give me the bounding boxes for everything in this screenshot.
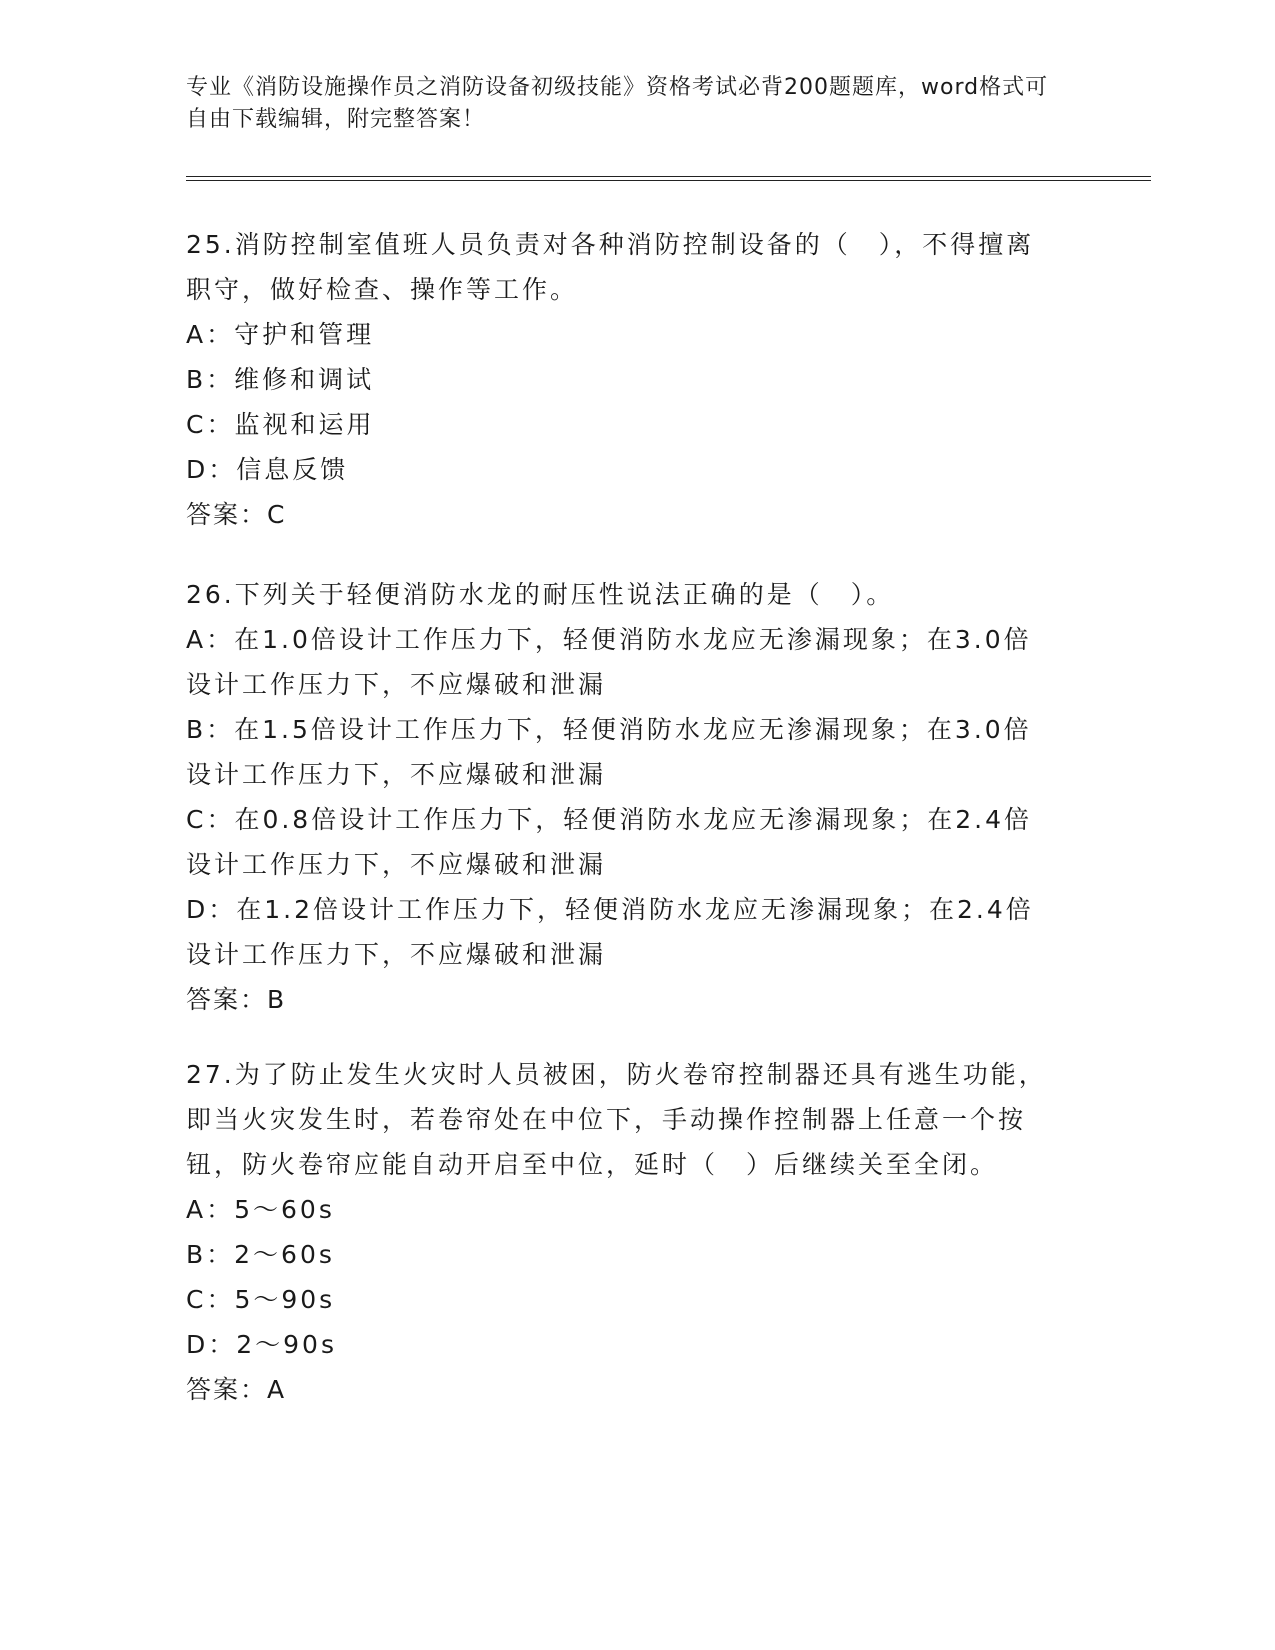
answer-option-line: D：2～90s xyxy=(186,1330,337,1359)
answer-option-line: C：在0.8倍设计工作压力下，轻便消防水龙应无渗漏现象；在2.4倍 xyxy=(186,805,1032,834)
answer-option-line: 设计工作压力下，不应爆破和泄漏 xyxy=(186,850,607,879)
answer-option-line: C：监视和运用 xyxy=(186,410,375,439)
answer-option-line: 设计工作压力下，不应爆破和泄漏 xyxy=(186,940,607,969)
document-header: 专业《消防设施操作员之消防设备初级技能》资格考试必背200题题库，word格式可自由下载编辑，附完整答案！ xyxy=(186,75,1049,132)
question-block xyxy=(186,572,1066,1022)
question-stem-line: 职守，做好检查、操作等工作。 xyxy=(186,275,579,304)
question-block xyxy=(186,1052,1066,1412)
answer-option-line: B：2～60s xyxy=(186,1240,335,1269)
answer-option-line: D：信息反馈 xyxy=(186,455,349,484)
header-divider xyxy=(186,176,1151,181)
question-stem-line: 25.消防控制室值班人员负责对各种消防控制设备的（ ），不得擅离 xyxy=(186,230,1035,259)
answer-key: 答案：B xyxy=(186,985,287,1014)
answer-key: 答案：C xyxy=(186,500,287,529)
answer-option-line: D：在1.2倍设计工作压力下，轻便消防水龙应无渗漏现象；在2.4倍 xyxy=(186,895,1034,924)
answer-option-line: 设计工作压力下，不应爆破和泄漏 xyxy=(186,760,607,789)
answer-option-line: B：维修和调试 xyxy=(186,365,375,394)
question-stem-line: 即当火灾发生时，若卷帘处在中位下，手动操作控制器上任意一个按 xyxy=(186,1105,1027,1134)
document-page xyxy=(186,72,1146,181)
answer-option-line: 设计工作压力下，不应爆破和泄漏 xyxy=(186,670,607,699)
answer-key: 答案：A xyxy=(186,1375,287,1404)
answer-option-line: A：5～60s xyxy=(186,1195,335,1224)
question-stem-line: 钮，防火卷帘应能自动开启至中位，延时（ ）后继续关至全闭。 xyxy=(186,1150,999,1179)
answer-option-line: A：在1.0倍设计工作压力下，轻便消防水龙应无渗漏现象；在3.0倍 xyxy=(186,625,1032,654)
question-stem-line: 27.为了防止发生火灾时人员被困，防火卷帘控制器还具有逃生功能， xyxy=(186,1060,1047,1089)
question-block xyxy=(186,222,1066,537)
answer-option-line: A：守护和管理 xyxy=(186,320,375,349)
question-stem-line: 26.下列关于轻便消防水龙的耐压性说法正确的是（ ）。 xyxy=(186,580,895,609)
answer-option-line: B：在1.5倍设计工作压力下，轻便消防水龙应无渗漏现象；在3.0倍 xyxy=(186,715,1032,744)
answer-option-line: C：5～90s xyxy=(186,1285,336,1314)
